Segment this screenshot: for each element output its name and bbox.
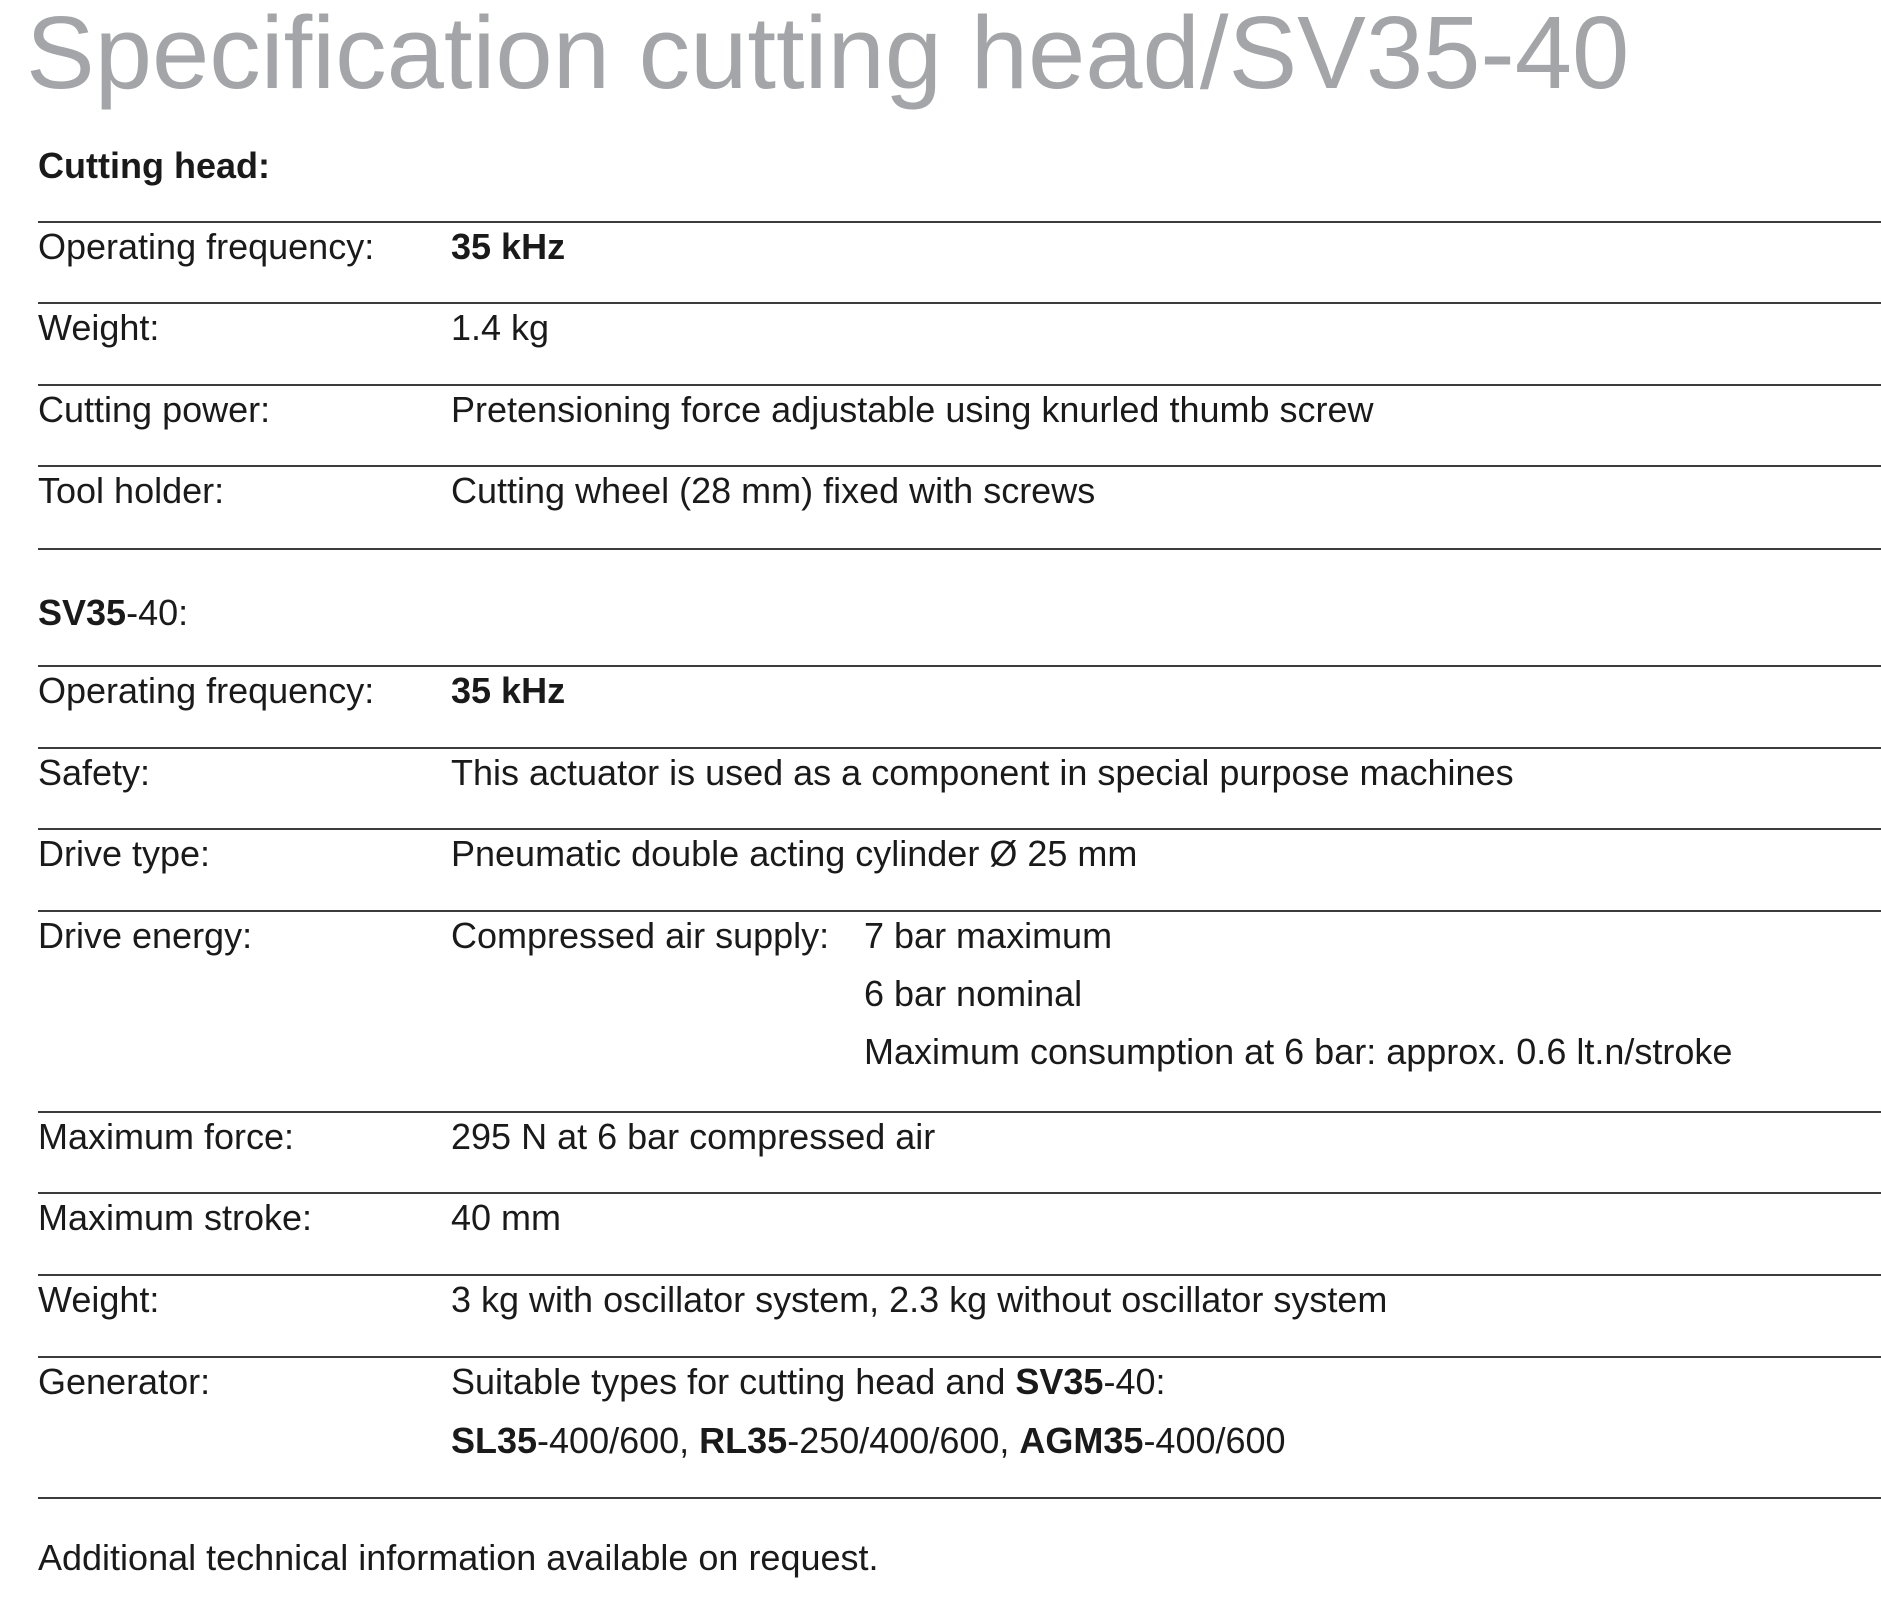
- row-value: 40 mm: [451, 1197, 562, 1238]
- row-label: Weight:: [38, 307, 160, 348]
- row-value: Pneumatic double acting cylinder Ø 25 mm: [451, 833, 1138, 874]
- model-name: SL35: [451, 1420, 538, 1461]
- row-value: Pretensioning force adjustable using knurled thumb screw: [451, 389, 1374, 430]
- divider: [38, 548, 1881, 550]
- row-label: Cutting power:: [38, 389, 271, 430]
- row-label: Maximum stroke:: [38, 1197, 313, 1238]
- row-label: Drive energy:: [38, 915, 253, 956]
- row-value-line2: [451, 1420, 1286, 1462]
- divider: [38, 1192, 1881, 1194]
- row-label: Tool holder:: [38, 470, 225, 511]
- row-value: This actuator is used as a component in special purpose machines: [451, 752, 1514, 793]
- row-label: Drive type:: [38, 833, 211, 874]
- divider: [38, 910, 1881, 912]
- divider: [38, 465, 1881, 467]
- model-name: RL35: [699, 1420, 788, 1461]
- page-title: Specification cutting head/SV35-40: [26, 0, 1630, 110]
- row-sub-value: 6 bar nominal: [864, 973, 1083, 1014]
- row-label: Operating frequency:: [38, 670, 375, 711]
- row-sub-value: Maximum consumption at 6 bar: approx. 0.6 lt.n/stroke: [864, 1031, 1733, 1072]
- divider: [38, 1356, 1881, 1358]
- text: -400/600,: [537, 1420, 700, 1461]
- divider: [38, 747, 1881, 749]
- row-label: Operating frequency:: [38, 226, 375, 267]
- row-value: Cutting wheel (28 mm) fixed with screws: [451, 470, 1096, 511]
- row-value: 35 kHz: [451, 226, 566, 267]
- row-label: Generator:: [38, 1361, 211, 1402]
- row-label: Safety:: [38, 752, 151, 793]
- divider: [38, 221, 1881, 223]
- text: Suitable types for cutting head and: [451, 1361, 1016, 1402]
- divider: [38, 665, 1881, 667]
- cutting-head-heading: Cutting head:: [38, 145, 270, 186]
- model-name: AGM35: [1019, 1420, 1144, 1461]
- divider: [38, 384, 1881, 386]
- divider: [38, 1497, 1881, 1499]
- text: -40:: [1103, 1361, 1166, 1402]
- model-name: SV35: [1015, 1361, 1104, 1402]
- divider: [38, 1111, 1881, 1113]
- text: -400/600: [1143, 1420, 1286, 1461]
- footer-note: Additional technical information available on request.: [38, 1537, 879, 1578]
- row-value: Compressed air supply:: [451, 915, 830, 956]
- sv35-heading: [38, 592, 188, 634]
- row-sub-value: 7 bar maximum: [864, 915, 1113, 956]
- row-value: 1.4 kg: [451, 307, 550, 348]
- text: -250/400/600,: [787, 1420, 1020, 1461]
- row-value: 3 kg with oscillator system, 2.3 kg without oscillator system: [451, 1279, 1388, 1320]
- row-label: Maximum force:: [38, 1116, 295, 1157]
- divider: [38, 302, 1881, 304]
- row-value-line1: [451, 1361, 1166, 1403]
- row-value: 295 N at 6 bar compressed air: [451, 1116, 936, 1157]
- row-value: 35 kHz: [451, 670, 566, 711]
- row-label: Weight:: [38, 1279, 160, 1320]
- divider: [38, 828, 1881, 830]
- sv35-heading-bold: SV35: [38, 592, 127, 633]
- sv35-heading-rest: -40:: [126, 592, 189, 633]
- divider: [38, 1274, 1881, 1276]
